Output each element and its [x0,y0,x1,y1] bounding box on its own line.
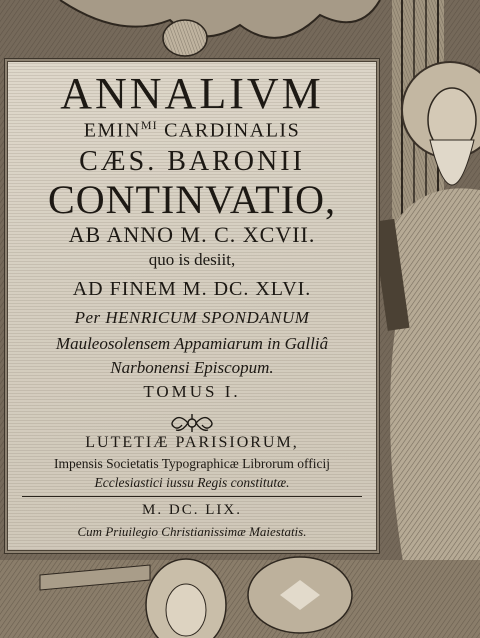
author-title: Narbonensi Episcopum. [110,358,274,377]
imprint-authority: Ecclesiastici iussu Regis constitutæ. [94,475,290,490]
volume-label: TOMUS I. [143,382,241,401]
imprint-publisher: Impensis Societatis Typographicæ Librorum officij [53,456,330,471]
title-ad-finem: AD FINEM M. DC. XLVI. [72,278,312,300]
title-cardinal-line: $EMIN^{MI}$ CARDINALIS [83,118,301,142]
title-annalium: ANNALIVM [60,69,324,118]
bottom-ornament [0,557,480,638]
imprint-date: M. DC. LIX. [142,502,242,518]
printers-ornament-icon [168,412,216,434]
title-plate [8,62,376,550]
divider-rule [22,496,362,497]
title-baronii: CÆS. BARONII [79,146,305,177]
author-line: Per HENRICUM SPONDANUM [74,308,310,327]
author-see: Mauleosolensem Appamiarum in Galliâ [55,334,329,353]
privilege-line: Cum Priuilegio Christianissimæ Maiestatis. [77,524,307,539]
title-ab-anno: AB ANNO M. C. XCVII. [68,222,316,247]
title-quo-is-desiit: quo is desiit, [148,250,236,269]
title-continuatio: CONTINVATIO, [48,177,336,222]
imprint-place: LUTETIÆ PARISIORUM, [85,434,299,451]
